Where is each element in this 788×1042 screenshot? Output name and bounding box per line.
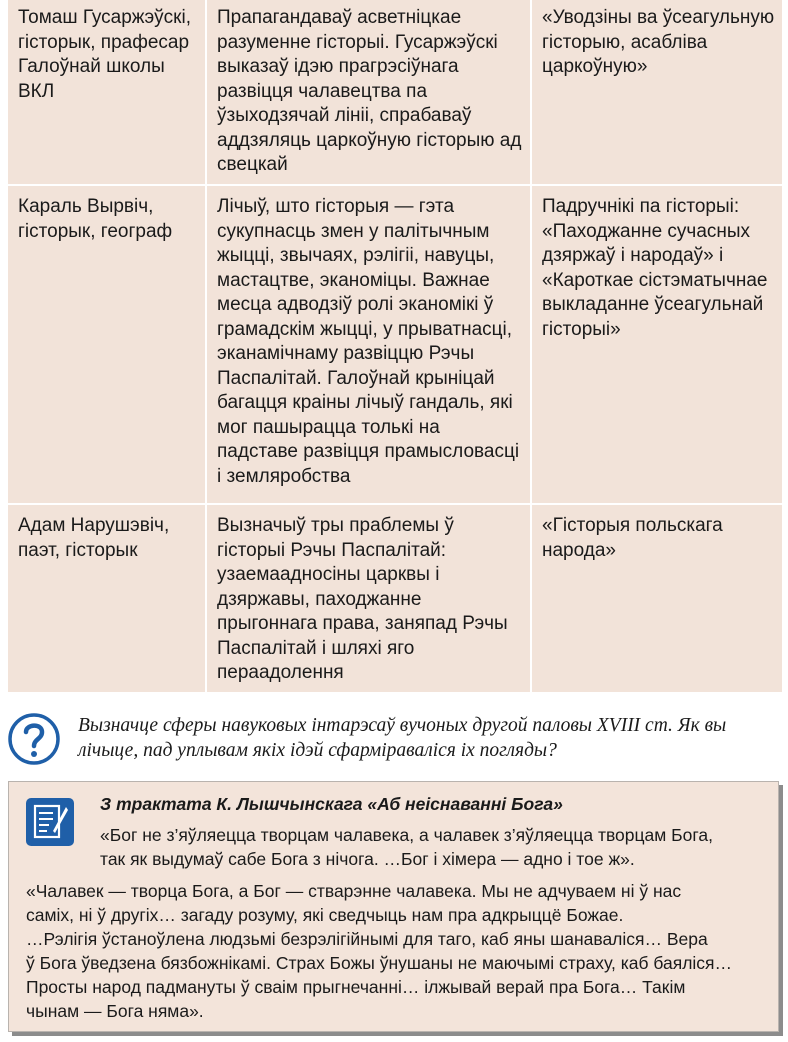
ideas-cell: Прапагандаваў асветніцкае разуменне гісторыі. Гусаржэўскі выказаў ідэю прагрэсіўнага развіцця чалавецтва па ўзыходзячай лініі, спрабаваў аддзяляць царкоўную гісторыю ад свецкай [205,0,532,184]
source-excerpt-box [8,781,779,1032]
person-cell: Караль Вырвіч, гісторык, географ [18,196,173,242]
ideas-cell: Лічыў, што гісторыя — гэта сукупнасць змен у палітычным жыцці, звычаях, рэлігіі, навуцы, мастацтве, эканоміцы. Важнае месца адводзіў ролі эканомікі ў грамадскім жыцці, у прыватнасці, эканамічнаму развіццю Рэчы Паспалітай. Галоўнай крыніцай багацця краіны лічыў гандаль, які мог пашырацца толькі на падставе развіцця прамысловасці і земляробства [205,186,532,503]
question-text: Вызначце сферы навуковых інтарэсаў вучоных другой паловы XVIII ст. Як вы лічыце, пад уплывам якіх ідэй сфарміраваліся іх погляды? [78,715,727,761]
question-block [0,705,788,771]
scholars-table [8,0,782,692]
source-title: З трактата К. Лышчынскага «Аб неіснаванні Бога» [100,794,563,814]
works-cell: «Уводзіны ва ўсеагульную гісторыю, асабліва царкоўную» [542,7,775,77]
table-row [8,0,782,186]
question-mark-icon [7,712,61,766]
source-paragraph: Просты народ падмануты ў сваім прыгнечанні… ілжывай верай пра Бога… Такім чынам — Бога няма». [26,977,686,1021]
table-row [8,505,782,692]
works-cell: «Гісторыя польскага народа» [542,515,723,561]
person-cell: Адам Нарушэвіч, паэт, гісторык [18,515,170,561]
source-paragraph: «Чалавек — творца Бога, а Бог — стварэнне чалавека. Мы не адчуваем ні ў нас саміх, ні ў другіх… загаду розуму, які сведчыць нам пра адкрыццё Божае. [26,881,682,925]
source-paragraph: «Бог не з’яўляецца творцам чалавека, а чалавек з’яўляецца творцам Бога, так як выдумаў сабе Бога з нічога. …Бог і хімера — адно і тое ж». [100,825,713,869]
document-quill-icon [26,798,74,846]
works-cell: Падручнікі па гісторыі: «Паходжанне сучасных дзяржаў і народаў» і «Кароткае сістэматычнае выкладанне ўсеагульнай гісторыі» [542,196,768,340]
source-paragraph: …Рэлігія ўстаноўлена людзьмі безрэлігійнымі для таго, каб яны шанаваліся… Вера ў Бога ўведзена бязбожнікамі. Страх Божы ўнушаны не маючымі страху, каб баяліся… [26,929,733,973]
table-row [8,186,782,505]
ideas-cell: Вызначыў тры праблемы ў гісторыі Рэчы Паспалітай: узаемаадносіны царквы і дзяржавы, паходжанне прыгоннага права, заняпад Рэчы Паспалітай і шляхі яго пераадолення [205,505,532,692]
person-cell: Томаш Гусаржэўскі, гісторык, прафесар Галоўнай школы ВКЛ [18,7,191,102]
